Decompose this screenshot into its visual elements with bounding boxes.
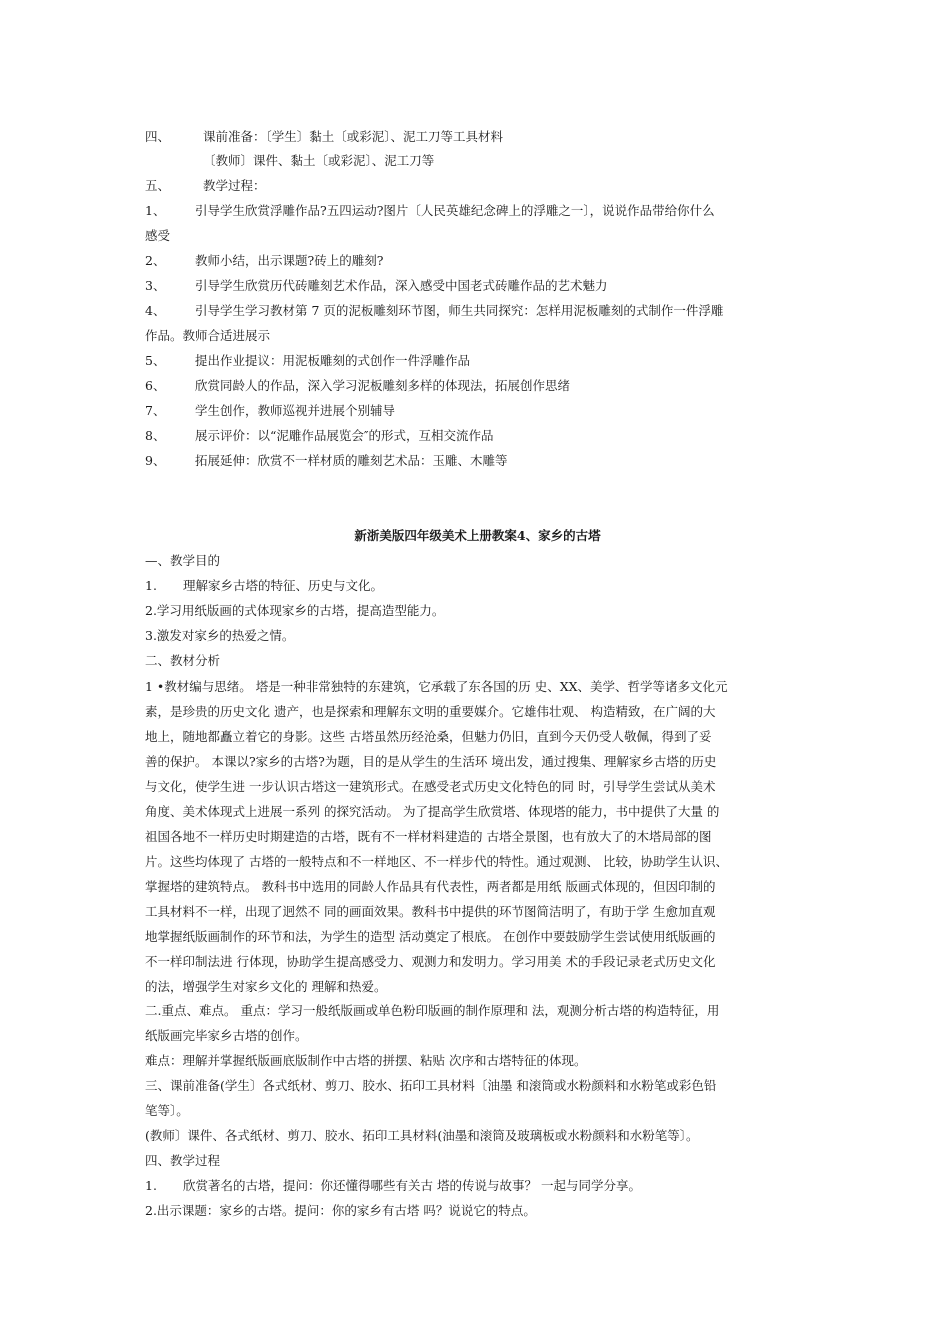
step-line-continuation bbox=[145, 328, 810, 344]
goal-number: 1. bbox=[145, 578, 157, 593]
step-number: 4、 bbox=[145, 303, 166, 318]
goal-line: 2.学习用纸版画的式体现家乡的古塔，提高造型能力。 bbox=[145, 603, 445, 618]
step-line-continuation bbox=[145, 228, 810, 244]
step-number: 5、 bbox=[145, 353, 166, 368]
process-line: 2.出示课题：家乡的古塔。提问：你的家乡有古塔 吗？说说它的特点。 bbox=[145, 1203, 536, 1218]
step-line bbox=[145, 303, 810, 319]
step-number: 3、 bbox=[145, 278, 166, 293]
step-number: 6、 bbox=[145, 378, 166, 393]
goal-line bbox=[145, 578, 810, 594]
paragraph-line: 掌握塔的建筑特点。 教科书中选用的同龄人作品具有代表性，两者都是用纸 版画式体现的，但因印制的 bbox=[145, 879, 716, 894]
prep-teacher-line: (教师〕课件、各式纸材、剪刀、胶水、拓印工具材料(油墨和滚筒及玻璃板或水粉颜料和水粉笔等〕。 bbox=[145, 1128, 699, 1143]
step-text: 作品。教师合适进展示 bbox=[145, 328, 271, 343]
paragraph-line: 地掌握纸版画制作的环节和法，为学生的造型 活动奠定了根底。 在创作中要鼓励学生尝试使用纸版画的 bbox=[145, 929, 716, 944]
paragraph-line: 不一样印制法进 行体现，协助学生提高感受力、观测力和发明力。学习用美 术的手段记录老式历史文化 bbox=[145, 954, 716, 969]
paragraph-line: 善的保护。 本课以?家乡的古塔?为题，目的是从学生的生活环 境出发，通过搜集、理解家乡古塔的历史 bbox=[145, 754, 717, 769]
paragraph-line: 与文化，使学生进 一步认识古塔这一建筑形式。在感受老式历史文化特色的同 时，引导学生尝试从美术 bbox=[145, 779, 716, 794]
prep-line: 笔等〕。 bbox=[145, 1103, 189, 1118]
step-text: 引导学生欣赏历代砖雕刻艺术作品，深入感受中国老式砖雕作品的艺术魅力 bbox=[195, 278, 608, 293]
step-text: 展示评价：以“泥雕作品展览会″的形式，互相交流作品 bbox=[195, 428, 494, 443]
prep-student-line bbox=[145, 129, 810, 145]
paragraph-line: 的法，增强学生对家乡文化的 理解和热爱。 bbox=[145, 979, 387, 994]
step-line bbox=[145, 378, 810, 394]
difficulty-line: 难点：理解并掌握纸版画底版制作中古塔的拼摆、粘贴 次序和古塔特征的体现。 bbox=[145, 1053, 587, 1068]
paragraph-line: 角度、美术体现式上进展一系列 的探究活动。 为了提高学生欣赏塔、体现塔的能力，书中提供了大量 的 bbox=[145, 804, 720, 819]
section-number: 五、 bbox=[145, 178, 171, 193]
step-line bbox=[145, 203, 810, 219]
process-heading: 四、教学过程 bbox=[145, 1153, 221, 1168]
paragraph-line: 1 •教材编与思绪。 塔是一种非常独特的东建筑，它承载了东各国的历 史、XX、美学、哲学等诸多文化元 bbox=[145, 679, 728, 694]
step-number: 8、 bbox=[145, 428, 166, 443]
goal-text: 理解家乡古塔的特征、历史与文化。 bbox=[183, 578, 384, 593]
step-number: 9、 bbox=[145, 453, 166, 468]
goal-heading: —、教学目的 bbox=[145, 553, 221, 568]
step-text: 拓展延伸：欣赏不一样材质的雕刻艺术品：玉雕、木雕等 bbox=[195, 453, 508, 468]
prep-line: 三、课前准备(学生〕各式纸材、剪刀、胶水、拓印工具材料〔油墨 和滚筒或水粉颜料和水粉笔或彩色铅 bbox=[145, 1078, 717, 1093]
step-line bbox=[145, 253, 810, 269]
step-line bbox=[145, 278, 810, 294]
process-heading-line bbox=[145, 178, 810, 194]
analysis-paragraph bbox=[145, 674, 810, 999]
step-number: 1、 bbox=[145, 203, 166, 218]
step-number: 2、 bbox=[145, 253, 166, 268]
step-number: 7、 bbox=[145, 403, 166, 418]
paragraph-line: 片。这些均体现了 古塔的一般特点和不一样地区、不一样步代的特性。通过观测、 比较，协助学生认识、 bbox=[145, 854, 728, 869]
process-text: 欣赏著名的古塔，提问：你还懂得哪些有关古 塔的传说与故事？ 一起与同学分享。 bbox=[183, 1178, 641, 1193]
step-text: 教师小结，出示课题?砖上的雕刻? bbox=[195, 253, 384, 268]
prep-student-text: 课前准备：〔学生〕黏土〔或彩泥〕、泥工刀等工具材料 bbox=[203, 129, 504, 144]
step-line bbox=[145, 403, 810, 419]
key-points-line: 纸版画完毕家乡古塔的创作。 bbox=[145, 1028, 308, 1043]
process-heading-text: 教学过程： bbox=[203, 178, 266, 193]
step-line bbox=[145, 453, 810, 469]
paragraph-line: 地上，随地都矗立着它的身影。这些 古塔虽然历经沧桑，但魅力仍旧，直到今天仍受人敬佩，得到了妥 bbox=[145, 729, 712, 744]
paragraph-line: 工具材料不一样，出现了迥然不 同的画面效果。教科书中提供的环节图简洁明了，有助于学 生愈加直观 bbox=[145, 904, 716, 919]
section-number: 四、 bbox=[145, 129, 171, 144]
step-line bbox=[145, 353, 810, 369]
step-text: 学生创作，教师巡视并进展个别辅导 bbox=[195, 403, 396, 418]
step-text: 引导学生欣赏浮雕作品?五四运动?图片〔人民英雄纪念碑上的浮雕之一〕，说说作品带给你什么 bbox=[195, 203, 715, 218]
lesson-title: 新浙美版四年级美术上册教案4、家乡的古塔 bbox=[354, 528, 601, 543]
step-text: 引导学生学习教材第 7 页的泥板雕刻环节图，师生共同探究：怎样用泥板雕刻的式制作一件浮雕 bbox=[195, 303, 724, 318]
process-number: 1. bbox=[145, 1178, 157, 1193]
paragraph-line: 祖国各地不一样历史时期建造的古塔，既有不一样材料建造的 古塔全景图，也有放大了的木塔局部的图 bbox=[145, 829, 712, 844]
prep-teacher-line bbox=[145, 153, 810, 169]
step-text: 提出作业提议：用泥板雕刻的式创作一件浮雕作品 bbox=[195, 353, 471, 368]
prep-teacher-text: 〔教师〕课件、黏土〔或彩泥〕、泥工刀等 bbox=[203, 153, 435, 168]
goal-line: 3.激发对家乡的热爱之情。 bbox=[145, 628, 295, 643]
process-line bbox=[145, 1178, 810, 1194]
step-line bbox=[145, 428, 810, 444]
step-text: 感受 bbox=[145, 228, 171, 243]
paragraph-line: 素，是珍贵的历史文化 遗产，也是探索和理解东文明的重要媒介。它雄伟壮观、 构造精致，在广阔的大 bbox=[145, 704, 716, 719]
analysis-heading: 二、教材分析 bbox=[145, 653, 221, 668]
step-text: 欣赏同龄人的作品，深入学习泥板雕刻多样的体现法，拓展创作思绪 bbox=[195, 378, 571, 393]
key-points-line: 二.重点、难点。 重点：学习一般纸版画或单色粉印版画的制作原理和 法，观测分析古塔的构造特征，用 bbox=[145, 1003, 720, 1018]
